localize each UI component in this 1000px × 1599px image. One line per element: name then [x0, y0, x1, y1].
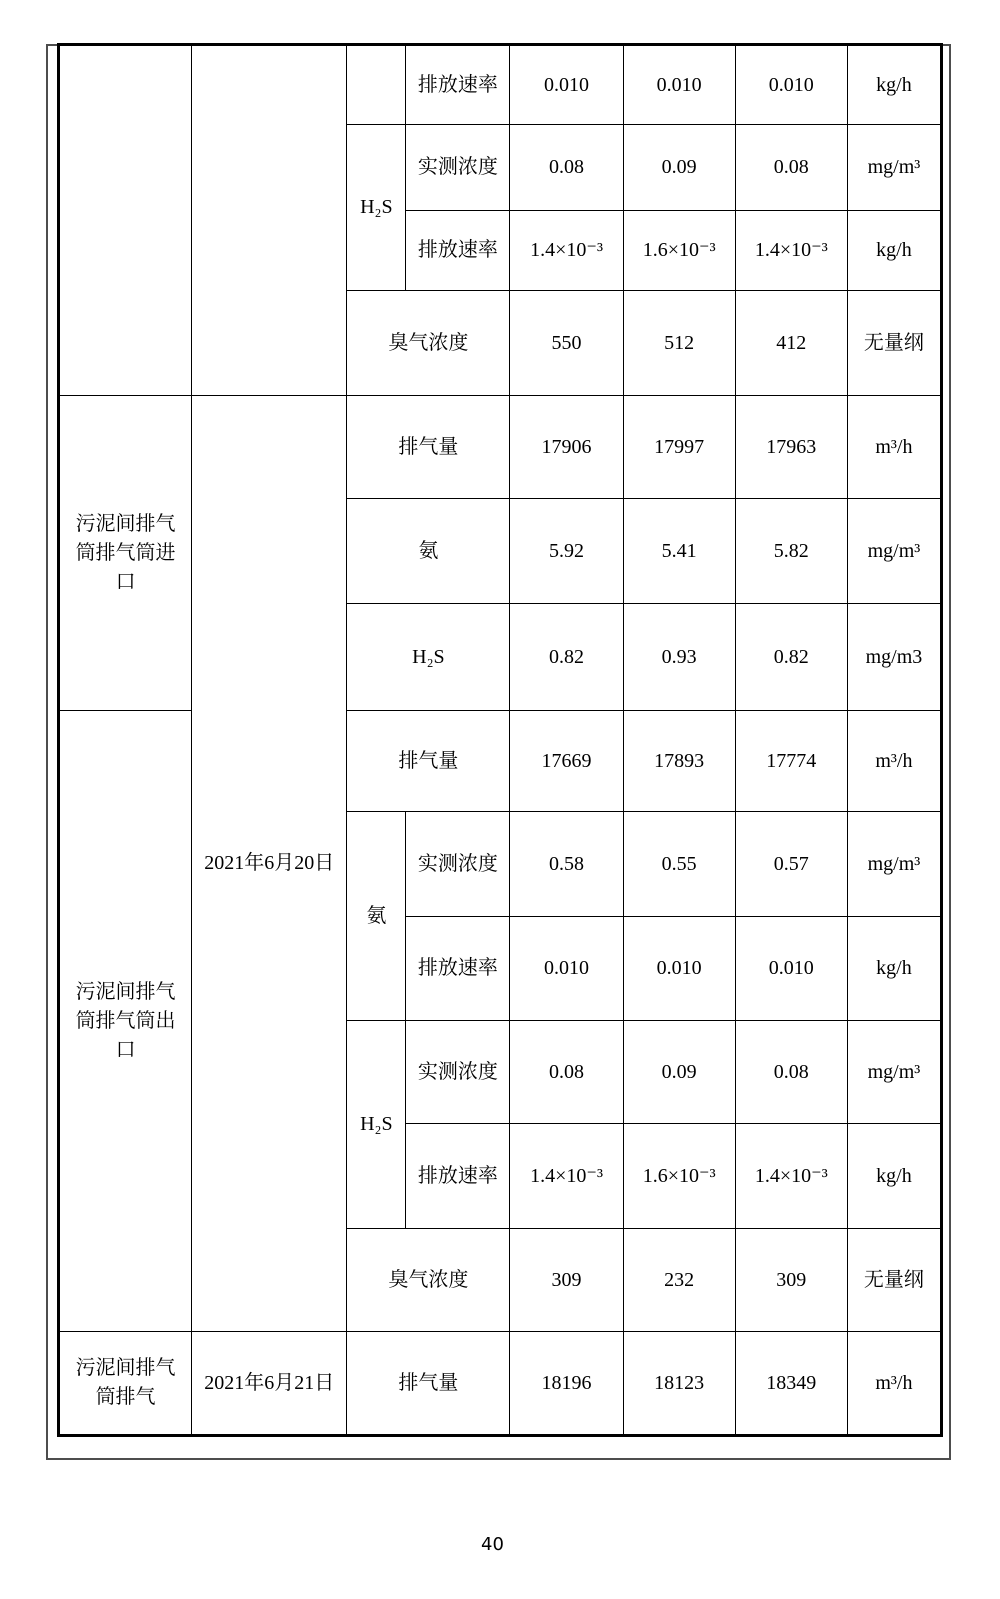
page-number: 40: [481, 1534, 504, 1555]
value-cell: 232: [623, 1229, 735, 1332]
table-row: [59, 711, 942, 812]
unit-cell: m³/h: [847, 396, 941, 499]
param-cell: 排放速率: [406, 211, 510, 291]
param-cell-h2s: H₂S: [347, 604, 510, 711]
value-cell: 1.4×10⁻³: [510, 1124, 623, 1229]
param-cell: 排放速率: [406, 1124, 510, 1229]
value-cell: 5.82: [735, 499, 847, 604]
pollutant-cell-nh3: 氨: [347, 812, 406, 1021]
value-cell: 0.55: [623, 812, 735, 917]
param-cell: 排放速率: [406, 45, 510, 125]
value-cell: 0.82: [510, 604, 623, 711]
value-cell: 17906: [510, 396, 623, 499]
param-cell-flow: 排气量: [347, 711, 510, 812]
param-cell-flow: 排气量: [347, 1332, 510, 1436]
value-cell: 0.08: [735, 1021, 847, 1124]
unit-cell: mg/m³: [847, 1021, 941, 1124]
param-cell-odor: 臭气浓度: [347, 1229, 510, 1332]
location-cell: [59, 45, 192, 396]
table-row: [59, 396, 942, 499]
location-cell-outlet: 污泥间排气筒排气筒出口: [59, 711, 192, 1332]
value-cell: 512: [623, 291, 735, 396]
param-cell: 实测浓度: [406, 812, 510, 917]
value-cell: 17669: [510, 711, 623, 812]
value-cell: 1.4×10⁻³: [735, 1124, 847, 1229]
value-cell: 0.08: [735, 125, 847, 211]
value-cell: 412: [735, 291, 847, 396]
value-cell: 0.58: [510, 812, 623, 917]
value-cell: 0.010: [735, 917, 847, 1021]
unit-cell: mg/m3: [847, 604, 941, 711]
unit-cell: kg/h: [847, 211, 941, 291]
value-cell: 18123: [623, 1332, 735, 1436]
date-cell: [192, 45, 347, 396]
value-cell: 0.09: [623, 1021, 735, 1124]
value-cell: 550: [510, 291, 623, 396]
value-cell: 1.4×10⁻³: [735, 211, 847, 291]
value-cell: 309: [735, 1229, 847, 1332]
param-cell: 实测浓度: [406, 125, 510, 211]
value-cell: 17963: [735, 396, 847, 499]
unit-cell: m³/h: [847, 1332, 941, 1436]
value-cell: 0.010: [623, 45, 735, 125]
unit-cell: 无量纲: [847, 1229, 941, 1332]
value-cell: 18349: [735, 1332, 847, 1436]
unit-cell: kg/h: [847, 917, 941, 1021]
location-cell-inlet: 污泥间排气筒排气筒进口: [59, 396, 192, 711]
unit-cell: mg/m³: [847, 499, 941, 604]
value-cell: 0.09: [623, 125, 735, 211]
value-cell: 0.08: [510, 125, 623, 211]
value-cell: 18196: [510, 1332, 623, 1436]
date-cell-jun20: 2021年6月20日: [192, 396, 347, 1332]
table-row: [59, 45, 942, 125]
value-cell: 309: [510, 1229, 623, 1332]
param-cell: 实测浓度: [406, 1021, 510, 1124]
param-cell-nh3: 氨: [347, 499, 510, 604]
table-row: [59, 1332, 942, 1436]
unit-cell: kg/h: [847, 45, 941, 125]
value-cell: 1.4×10⁻³: [510, 211, 623, 291]
date-cell-jun21: 2021年6月21日: [192, 1332, 347, 1436]
value-cell: 5.41: [623, 499, 735, 604]
unit-cell: m³/h: [847, 711, 941, 812]
value-cell: 0.010: [623, 917, 735, 1021]
location-cell-cont: 污泥间排气筒排气: [59, 1332, 192, 1436]
value-cell: 0.010: [510, 45, 623, 125]
value-cell: 0.57: [735, 812, 847, 917]
pollutant-cell: [347, 45, 406, 125]
pollutant-cell-h2s: H₂S: [347, 1021, 406, 1229]
value-cell: 17893: [623, 711, 735, 812]
value-cell: 17774: [735, 711, 847, 812]
unit-cell: 无量纲: [847, 291, 941, 396]
value-cell: 0.93: [623, 604, 735, 711]
param-cell: 排放速率: [406, 917, 510, 1021]
unit-cell: mg/m³: [847, 125, 941, 211]
value-cell: 0.010: [510, 917, 623, 1021]
pollutant-cell-h2s: H₂S: [347, 125, 406, 291]
unit-cell: mg/m³: [847, 812, 941, 917]
unit-cell: kg/h: [847, 1124, 941, 1229]
emissions-table: [57, 43, 943, 1437]
value-cell: 1.6×10⁻³: [623, 211, 735, 291]
param-cell-odor: 臭气浓度: [347, 291, 510, 396]
value-cell: 5.92: [510, 499, 623, 604]
value-cell: 0.82: [735, 604, 847, 711]
value-cell: 0.010: [735, 45, 847, 125]
value-cell: 17997: [623, 396, 735, 499]
value-cell: 0.08: [510, 1021, 623, 1124]
value-cell: 1.6×10⁻³: [623, 1124, 735, 1229]
param-cell-flow: 排气量: [347, 396, 510, 499]
